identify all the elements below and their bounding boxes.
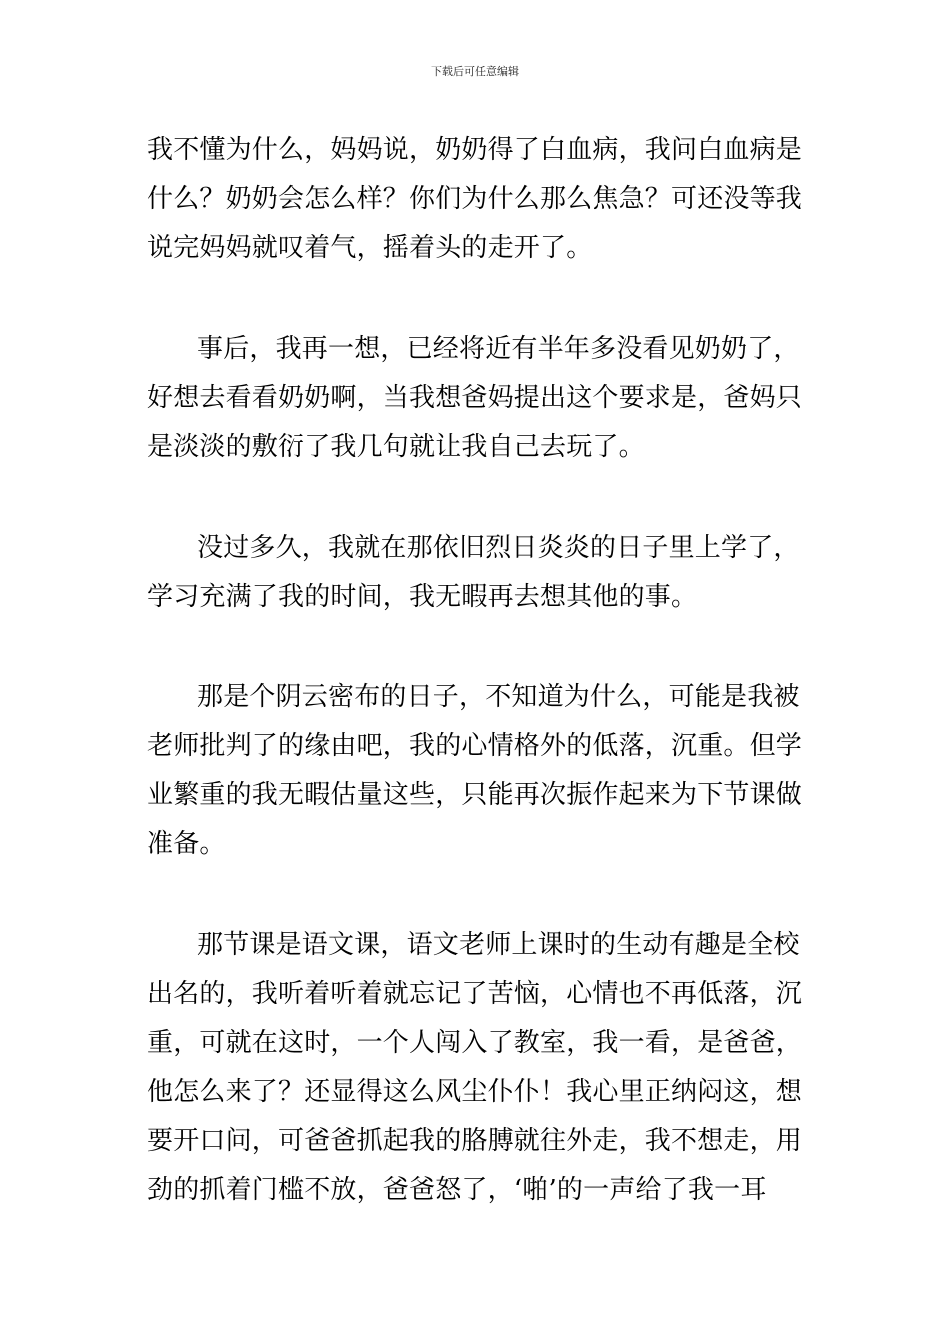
paragraph-5-line-4: 他怎么来了？还显得这么风尘仆仆！我心里正纳闷这，想 bbox=[147, 1077, 803, 1107]
paragraph-1-line-1: 我不懂为什么，妈妈说，奶奶得了白血病，我问白血病是 bbox=[147, 135, 803, 165]
paragraph-5-line-1: 那节课是语文课，语文老师上课时的生动有趣是全校 bbox=[197, 930, 800, 960]
paragraph-3-line-1: 没过多久，我就在那依旧烈日炎炎的日子里上学了， bbox=[197, 533, 800, 563]
paragraph-5-line-3: 重，可就在这时，一个人闯入了教室，我一看，是爸爸， bbox=[147, 1028, 803, 1058]
paragraph-1-line-3: 说完妈妈就叹着气，摇着头的走开了。 bbox=[147, 233, 593, 263]
page-header: 下载后可任意编辑 bbox=[431, 65, 519, 78]
paragraph-5-line-5: 要开口问，可爸爸抓起我的胳膊就往外走，我不想走，用 bbox=[147, 1126, 803, 1156]
paragraph-2-line-1: 事后，我再一想，已经将近有半年多没看见奶奶了， bbox=[197, 334, 800, 364]
paragraph-5-line-2: 出名的，我听着听着就忘记了苦恼，心情也不再低落，沉 bbox=[147, 979, 803, 1009]
paragraph-3-line-2: 学习充满了我的时间，我无暇再去想其他的事。 bbox=[147, 582, 698, 612]
paragraph-5-line-6: 劲的抓着门槛不放，爸爸怒了，‘啪’的一声给了我一耳 bbox=[147, 1175, 767, 1205]
paragraph-1-line-2: 什么？奶奶会怎么样？你们为什么那么焦急？可还没等我 bbox=[147, 184, 803, 214]
paragraph-2-line-3: 是淡淡的敷衍了我几句就让我自己去玩了。 bbox=[147, 432, 645, 462]
paragraph-4-line-2: 老师批判了的缘由吧，我的心情格外的低落，沉重。但学 bbox=[147, 731, 803, 761]
paragraph-4-line-4: 准备。 bbox=[147, 829, 226, 859]
paragraph-2-line-2: 好想去看看奶奶啊，当我想爸妈提出这个要求是，爸妈只 bbox=[147, 383, 803, 413]
paragraph-4-line-1: 那是个阴云密布的日子，不知道为什么，可能是我被 bbox=[197, 682, 800, 712]
paragraph-4-line-3: 业繁重的我无暇估量这些，只能再次振作起来为下节课做 bbox=[147, 780, 803, 810]
